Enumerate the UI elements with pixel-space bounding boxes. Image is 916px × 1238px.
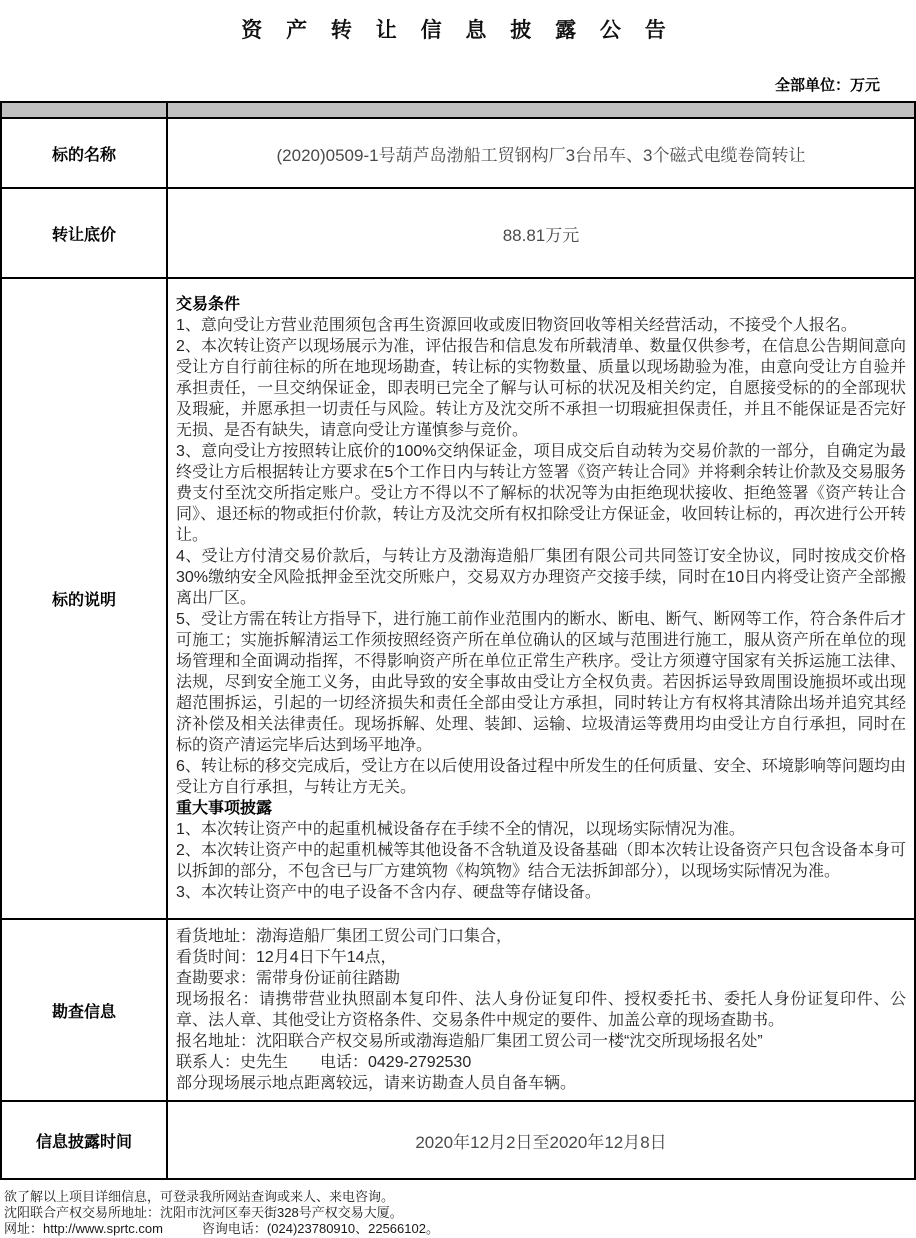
table-row-subject-name <box>1 118 915 188</box>
footer <box>0 1189 916 1237</box>
major-disclosure-item: 3、本次转让资产中的电子设备不含内存、硬盘等存储设备。 <box>176 884 601 901</box>
footer-line-contact: 网址：http://www.sprtc.com 咨询电话：(024)23780910、22566102。 <box>4 1221 439 1236</box>
label-subject-description: 标的说明 <box>1 278 167 919</box>
trade-condition-item: 4、受让方付清交易价款后，与转让方及渤海造船厂集团有限公司共同签订安全协议，同时按成交价格30%缴纳安全风险抵押金至沈交所账户，交易双方办理资产交接手续，同时在10日内将受让资产全部搬离出厂区。 <box>176 548 906 607</box>
label-subject-name: 标的名称 <box>1 118 167 188</box>
survey-line-viewing-address: 看货地址：渤海造船厂集团工贸公司门口集合， <box>176 928 513 945</box>
value-subject-name: (2020)0509-1号葫芦岛渤船工贸钢构厂3台吊车、3个磁式电缆卷筒转让 <box>167 118 915 188</box>
announcement-table <box>0 101 916 1180</box>
survey-line-vehicle-note: 部分现场展示地点距离较远，请来访勘查人员自备车辆。 <box>176 1075 577 1092</box>
table-row-transfer-price <box>1 188 915 278</box>
survey-line-onsite-registration: 现场报名：请携带营业执照副本复印件、法人身份证复印件、授权委托书、委托人身份证复印件、公章、法人章、其他受让方资格条件、交易条件中规定的要件、加盖公章的现场查勘书。 <box>176 991 906 1029</box>
survey-line-registration-address: 报名地址：沈阳联合产权交易所或渤海造船厂集团工贸公司一楼“沈交所现场报名处” <box>176 1033 763 1050</box>
table-row-disclosure-time <box>1 1101 915 1179</box>
value-survey-info <box>167 919 915 1101</box>
value-subject-description <box>167 278 915 919</box>
major-disclosure-heading: 重大事项披露 <box>176 800 273 817</box>
value-disclosure-time: 2020年12月2日至2020年12月8日 <box>167 1101 915 1179</box>
table-header-row <box>1 102 915 118</box>
survey-line-contact: 联系人：史先生 电话：0429-2792530 <box>176 1054 472 1071</box>
major-disclosure-item: 2、本次转让资产中的起重机械等其他设备不含轨道及设备基础（即本次转让设备资产只包含设备本身可以拆卸的部分，不包含已与厂方建筑物《构筑物》结合无法拆卸部分），以现场实际情况为准。 <box>176 842 906 880</box>
footer-line-info: 欲了解以上项目详细信息，可登录我所网站查询或来人、来电咨询。 <box>4 1189 395 1204</box>
footer-line-address: 沈阳联合产权交易所地址：沈阳市沈河区奉天街328号产权交易大厦。 <box>4 1205 403 1220</box>
table-row-subject-description <box>1 278 915 919</box>
table-row-survey-info <box>1 919 915 1101</box>
major-disclosure-item: 1、本次转让资产中的起重机械设备存在手续不全的情况，以现场实际情况为准。 <box>176 821 745 838</box>
value-transfer-price: 88.81万元 <box>167 188 915 278</box>
page-title: 资 产 转 让 信 息 披 露 公 告 <box>241 19 675 42</box>
survey-line-viewing-time: 看货时间：12月4日下午14点， <box>176 949 397 966</box>
label-transfer-price: 转让底价 <box>1 188 167 278</box>
header-cell-label <box>1 102 167 118</box>
header-cell-value <box>167 102 915 118</box>
survey-line-requirements: 查勘要求：需带身份证前往踏勘 <box>176 970 401 987</box>
trade-condition-item: 6、转让标的移交完成后，受让方在以后使用设备过程中所发生的任何质量、安全、环境影响等问题均由受让方自行承担，与转让方无关。 <box>176 758 906 796</box>
unit-note: 全部单位：万元 <box>774 77 880 94</box>
label-survey-info: 勘查信息 <box>1 919 167 1101</box>
trade-condition-item: 1、意向受让方营业范围须包含再生资源回收或废旧物资回收等相关经营活动，不接受个人报名。 <box>176 317 857 334</box>
trade-condition-item: 3、意向受让方按照转让底价的100%交纳保证金，项目成交后自动转为交易价款的一部分，自确定为最终受让方后根据转让方要求在5个工作日内与转让方签署《资产转让合同》并将剩余转让价款及交易服务费支付至沈交所指定账户。受让方不得以不了解标的状况等为由拒绝现状接收、拒绝签署《资产转让合同》、退还标的物或拒付价款，转让方及沈交所有权扣除受让方保证金，收回转让标的，再次进行公开转让。 <box>176 443 906 544</box>
label-disclosure-time: 信息披露时间 <box>1 1101 167 1179</box>
trade-condition-item: 2、本次转让资产以现场展示为准，评估报告和信息发布所载清单、数量仅供参考，在信息公告期间意向受让方自行前往标的所在地现场勘查，转让标的实物数量、质量以现场勘验为准，由意向受让方自验并承担责任，一旦交纳保证金，即表明已完全了解与认可标的状况及相关约定，自愿接受标的的全部现状及瑕疵，并愿承担一切责任与风险。转让方及沈交所不承担一切瑕疵担保责任，并且不能保证是否完好无损、是否有缺失，请意向受让方谨慎参与竞价。 <box>176 338 906 439</box>
trade-condition-item: 5、受让方需在转让方指导下，进行施工前作业范围内的断水、断电、断气、断网等工作，符合条件后才可施工；实施拆解清运工作须按照经资产所在单位确认的区域与范围进行施工，服从资产所在单位的现场管理和全面调动指挥，不得影响资产所在单位正常生产秩序。受让方须遵守国家有关拆运施工法律、法规，尽到安全施工义务，由此导致的安全事故由受让方全权负责。若因拆运导致周围设施损坏或出现超范围拆运，引起的一切经济损失和责任全部由受让方承担，同时转让方有权将其清除出场并追究其经济补偿及相关法律责任。现场拆解、处理、装卸、运输、垃圾清运等费用均由受让方自行承担，同时在标的资产清运完毕后达到场平地净。 <box>176 611 906 754</box>
trade-conditions-heading: 交易条件 <box>176 296 241 313</box>
